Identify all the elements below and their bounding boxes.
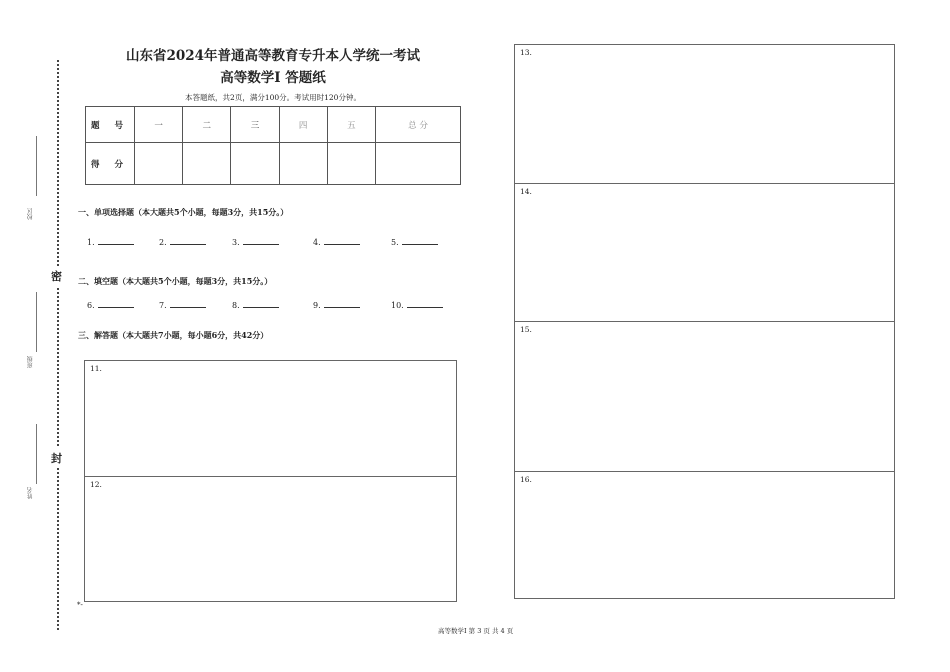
exam-note: 本答题纸，共2页，满分100分。考试用时120分钟。 — [185, 93, 361, 102]
name-label: 姓名 — [27, 487, 34, 499]
score-cell-5[interactable] — [327, 143, 375, 185]
section-choice-heading: 一、单项选择题（本大题共5个小题，每题3分，共15分。） — [78, 207, 289, 217]
fill-blank-9[interactable]: 9. — [313, 301, 360, 310]
score-cell-3[interactable] — [231, 143, 279, 185]
score-cell-1[interactable] — [135, 143, 183, 185]
fill-blank-7[interactable]: 7. — [159, 301, 206, 310]
question-number-label: 题 号 — [86, 107, 135, 143]
answer-box-12-number: 12. — [90, 480, 102, 489]
school-fill-line — [36, 136, 37, 196]
choice-blank-4[interactable]: 4. — [313, 238, 360, 247]
section-fill-heading: 二、填空题（本大题共5个小题，每题3分，共15分。） — [78, 276, 273, 286]
choice-blank-1[interactable]: 1. — [87, 238, 134, 247]
score-table — [85, 106, 461, 185]
choice-blank-3[interactable]: 3. — [232, 238, 279, 247]
name-fill-line — [36, 424, 37, 484]
answer-box-16[interactable] — [514, 471, 895, 599]
score-label: 得 分 — [86, 143, 135, 185]
fill-blank-10[interactable]: 10. — [391, 301, 443, 310]
answer-box-13-number: 13. — [520, 48, 532, 57]
score-col-5: 五 — [327, 107, 375, 143]
answer-box-11[interactable] — [84, 360, 457, 477]
score-cell-total[interactable] — [376, 143, 461, 185]
school-label: 校区 — [27, 208, 34, 220]
class-fill-line — [36, 292, 37, 352]
answer-box-14[interactable] — [514, 183, 895, 322]
fill-blank-6[interactable]: 6. — [87, 301, 134, 310]
answer-box-15-number: 15. — [520, 325, 532, 334]
exam-title: 山东省2024年普通高等教育专升本人学统一考试 — [125, 48, 421, 64]
answer-box-12[interactable] — [84, 476, 457, 602]
section-solve-heading: 三、解答题（本大题共7小题，每小题6分，共42分） — [78, 330, 269, 340]
choice-blank-5[interactable]: 5. — [391, 238, 438, 247]
seal-character-feng: 封 — [51, 448, 62, 468]
score-cell-2[interactable] — [183, 143, 231, 185]
score-col-1: 一 — [135, 107, 183, 143]
answer-box-13[interactable] — [514, 44, 895, 184]
answer-box-11-number: 11. — [90, 364, 102, 373]
choice-blank-2[interactable]: 2. — [159, 238, 206, 247]
seal-character-mi: 密 — [51, 266, 62, 286]
page-footer: 高等数学Ⅰ 第 3 页 共 4 页 — [438, 627, 514, 635]
fill-blank-8[interactable]: 8. — [232, 301, 279, 310]
score-col-4: 四 — [279, 107, 327, 143]
score-col-total: 总 分 — [376, 107, 461, 143]
score-col-3: 三 — [231, 107, 279, 143]
answer-box-16-number: 16. — [520, 475, 532, 484]
class-label: 班级 — [27, 356, 34, 368]
score-cell-4[interactable] — [279, 143, 327, 185]
binding-dotted-line — [57, 60, 59, 630]
answer-box-15[interactable] — [514, 321, 895, 472]
score-col-2: 二 — [183, 107, 231, 143]
footer-mark: *- — [77, 601, 83, 609]
answer-box-14-number: 14. — [520, 187, 532, 196]
exam-subtitle: 高等数学Ⅰ 答题纸 — [220, 70, 326, 86]
